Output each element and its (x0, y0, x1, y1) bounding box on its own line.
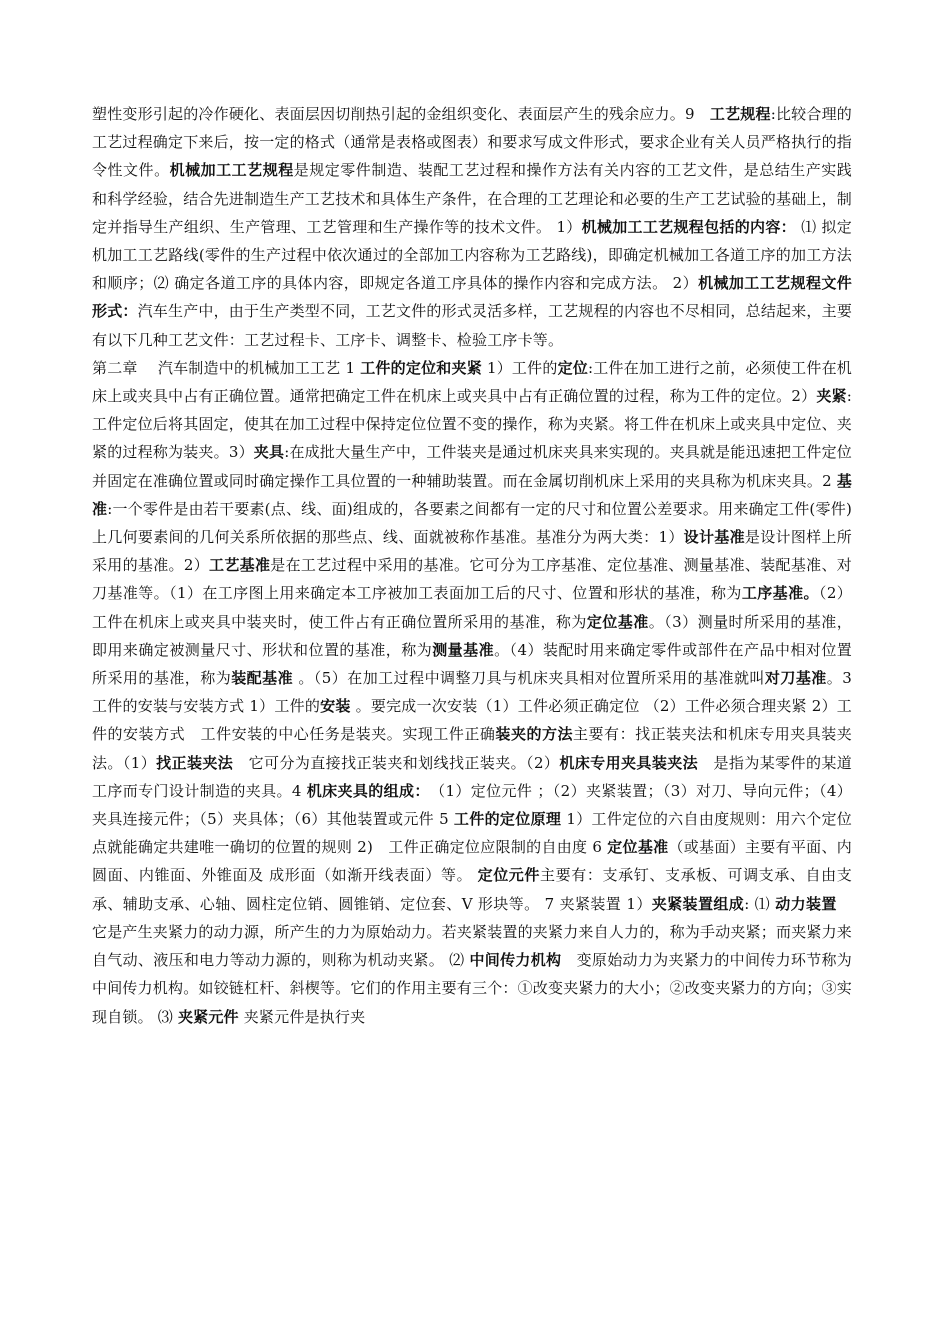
text-run: 。要完成一次安装（1）工件必须正确定位 （2）工件必须合理夹紧 2）工件的安装方式 工件安装的中心任务是装夹。实现工件正确 (92, 697, 853, 744)
text-run: 汽车生产中，由于生产类型不同，工艺文件的形式灵活多样，工艺规程的内容也不尽相同，总结起来，主要有以下几种工艺文件：工艺过程卡、工序卡、调整卡、检验工序卡等。 (92, 302, 853, 349)
text-run: :比较合理的工艺过程确定下来后，按一定的格式（通常是表格或图表）和要求写成文件形式，要求企业有关人员严格执行的指令性文件。 (92, 105, 853, 180)
bold-term: 工序基准。 (741, 584, 819, 603)
text-run: :在成批大量生产中，工件装夹是通过机床夹具来实现的。夹具就是能迅速把工件定位并固定在准确位置或同时确定操作工具位置的一种辅助装置。而在金属切削机床上采用的夹具称为机床夹具。2 (92, 443, 853, 490)
text-run: 是规定零件制造、装配工艺过程和操作方法有关内容的工艺文件，是总结生产实践和科学经验，结合先进制造生产工艺技术和具体生产条件，在合理的工艺理论和必要的生产工艺试验的基础上，制定并指导生产组织、生产管理、工艺管理和生产操作等的技术文件。 1） (92, 161, 853, 236)
text-run: 主要有：支承钉、支承板、可调支承、自由支承、辅助支承、心轴、圆柱定位销、圆锥销、定位套、V 形块等。 7 夹紧装置 1） (92, 866, 852, 913)
text-run: 它可分为直接找正装夹和划线找正装夹。（2） (233, 753, 560, 772)
bold-term: 夹紧元件 (177, 1007, 239, 1026)
text-run: 是指为某零件的某道工序而专门设计制造的夹具。4 (92, 753, 852, 800)
text-run: 主要有：找正装夹法和机床专用夹具装夹法。（1） (92, 725, 852, 772)
bold-term: 中间传力机构 (469, 951, 562, 970)
paragraph-process-specification (92, 100, 852, 354)
bold-term: 工艺基准 (209, 556, 271, 575)
text-run: 。（4）装配时用来确定零件或部件在产品中相对位置所采用的基准，称为 (92, 640, 852, 688)
text-run: 是在工艺过程中采用的基准。它可分为工序基准、定位基准、测量基准、装配基准、对刀基准等。（1）在工序图上用来确定本工序被加工表面加工后的尺寸、位置和形状的基准，称为 (92, 556, 852, 603)
text-run: 变原始动力为夹紧力的中间传力环节称为中间传力机构。如铰链杠杆、斜楔等。它们的作用主要有三个：①改变夹紧力的大小；②改变夹紧力的方向；③实现自锁。 ⑶ (92, 951, 853, 1026)
bold-term: 夹紧 (816, 387, 847, 406)
bold-term: 设计基准 (683, 528, 745, 547)
bold-term: 机械加工工艺规程文件形式： (92, 274, 852, 321)
bold-term: 定位元件 (477, 866, 541, 885)
bold-term: 夹紧装置组成 (651, 894, 745, 913)
bold-term: 机床专用夹具装夹法 (559, 753, 699, 772)
text-run: :工件在加工进行之前，必须使工件在机床上或夹具中占有正确位置。通常把确定工件在机床上或夹具中占有正确位置的过程，称为工件的定位。2） (92, 358, 852, 406)
text-run: 1）工件的 (481, 358, 558, 377)
bold-term: 机床夹具的组成： (306, 781, 423, 800)
text-run: 它是产生夹紧力的动力源，所产生的力为原始动力。若夹紧装置的夹紧力来自人力的，称为手动夹紧；而夹紧力来自气动、液压和电力等动力源的，则称为机动夹紧。 ⑵ (92, 894, 853, 970)
bold-term: 夹具 (253, 443, 285, 462)
text-run: 第二章 汽车制造中的机械加工工艺 1 (92, 358, 361, 377)
bold-term: 安装 (320, 697, 351, 716)
bold-term: 工艺规程 (709, 105, 771, 123)
paragraph-chapter-two (92, 354, 852, 1031)
text-run: 夹紧元件是执行夹 (238, 1007, 366, 1026)
text-run: （2）工件在机床上或夹具中装夹时，使工件占有正确位置所采用的基准，称为 (92, 584, 852, 631)
bold-term: 工件的定位原理 (453, 810, 562, 829)
bold-term: 基准 (92, 471, 852, 518)
text-run: 是设计图样上所采用的基准。2） (92, 528, 852, 575)
text-run: （1）定位元件 ；（2）夹紧装置；（3）对刀、导向元件；（4）夹具连接元件；（5）夹具体；（6）其他装置或元件 5 (92, 781, 852, 829)
bold-term: 机械加工工艺规程包括的内容： (581, 217, 796, 236)
bold-term: 测量基准 (432, 640, 495, 659)
text-run: : ⑴ (744, 894, 776, 913)
bold-term: 装配基准 (231, 669, 294, 688)
text-run: 塑性变形引起的冷作硬化、表面层因切削热引起的金组织变化、表面层产生的残余应力。9 (92, 105, 710, 123)
text-run: （或基面）主要有平面、内圆面、内锥面、外锥面及 成形面（如渐开线表面）等。 (92, 838, 852, 885)
text-run: 。3 工件的安装与安装方式 1）工件的 (92, 669, 852, 716)
document-body (92, 100, 852, 1031)
text-run: 1）工件定位的六自由度规则：用六个定位点就能确定共建唯一确切的位置的规则 2) 工件正确定位应限制的自由度 6 (92, 810, 852, 857)
bold-term: 定位基准 (607, 838, 669, 857)
text-run: :工件定位后将其固定，使其在加工过程中保持定位位置不变的操作，称为夹紧。将工件在机床上或夹具中定位、夹紧的过程称为装夹。3） (92, 387, 853, 462)
bold-term: 定位基准 (586, 612, 649, 631)
text-run: 。（3）测量时所采用的基准，即用来确定被测量尺寸、形状和位置的基准，称为 (92, 612, 852, 659)
bold-term: 找正装夹法 (156, 753, 234, 772)
text-run: :一个零件是由若干要素(点、线、面)组成的，各要素之间都有一定的尺寸和位置公差要求。用来确定工件(零件)上几何要素间的几何关系所依据的那些点、线、面就被称作基准。基准分为两大类：1） (92, 499, 852, 547)
bold-term: 工件的定位和夹紧 (360, 358, 482, 377)
text-run: 。（5）在加工过程中调整刀具与机床夹具相对位置所采用的基准就叫 (293, 669, 765, 688)
bold-term: 机械加工工艺规程 (169, 161, 294, 180)
bold-term: 装夹的方法 (495, 725, 574, 744)
bold-term: 定位 (557, 358, 589, 377)
bold-term: 对刀基准 (764, 669, 827, 688)
bold-term: 动力装置 (775, 894, 837, 913)
text-run: ⑴ 拟定机加工工艺路线(零件的生产过程中依次通过的全部加工内容称为工艺路线)，即确定机械加工各道工序的加工方法和顺序；⑵ 确定各道工序的具体内容，即规定各道工序具体的操作内容和完成方法。 2） (92, 217, 852, 293)
